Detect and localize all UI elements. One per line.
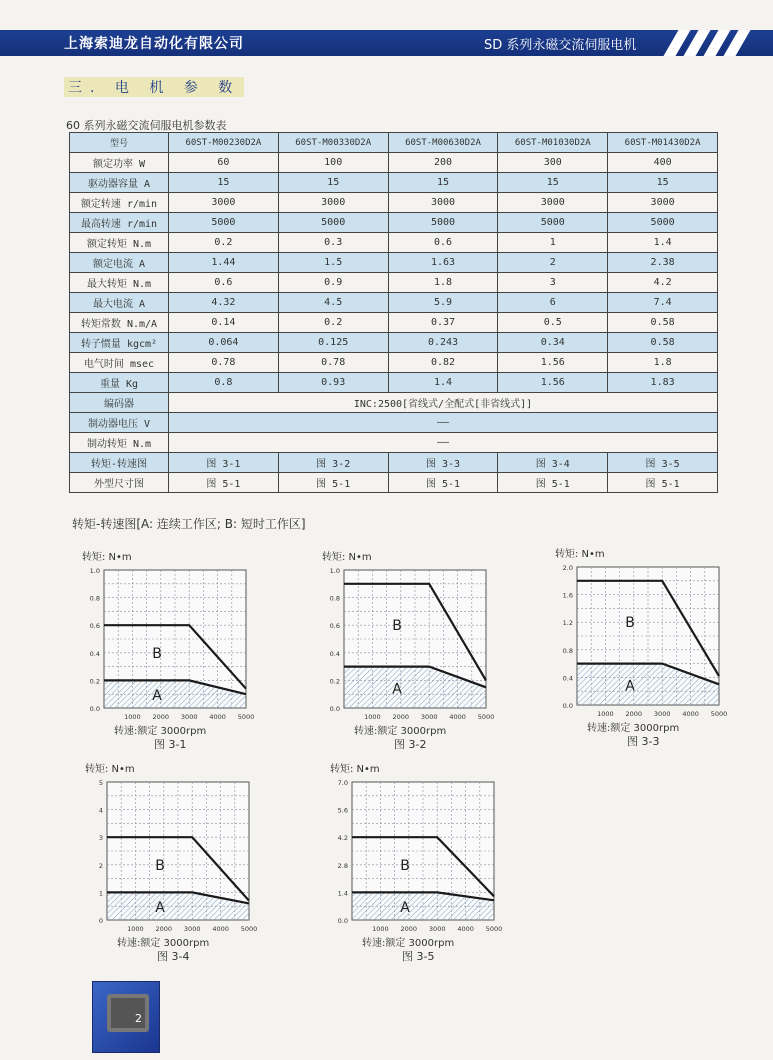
y-tick-label: 2 [98, 861, 103, 870]
brake-torque-value: —— [169, 433, 718, 453]
table-cell: 0.6 [169, 273, 279, 293]
table-row [70, 193, 718, 213]
figure-caption: 图 3-4 [157, 950, 190, 963]
torque-speed-chart [330, 760, 510, 975]
y-tick-label: 1.6 [562, 591, 573, 600]
table-cell: 1 [498, 233, 608, 253]
y-tick-label: 0.2 [329, 677, 340, 686]
table-cell: 1.4 [388, 373, 498, 393]
encoder-value: INC:2500[省线式/全配式[非省线式]] [169, 393, 718, 413]
table-cell: 图 3-5 [608, 453, 718, 473]
y-tick-label: 0.4 [329, 649, 340, 658]
table-cell: 5000 [608, 213, 718, 233]
y-tick-label: 0.8 [89, 594, 100, 603]
x-tick-label: 3000 [420, 713, 438, 721]
table-cell: 图 5-1 [608, 473, 718, 493]
y-tick-label: 1.0 [89, 567, 100, 575]
x-tick-label: 4000 [682, 710, 699, 718]
figure-caption: 图 3-5 [402, 950, 435, 963]
table-cell: 5.9 [388, 293, 498, 313]
company-name: 上海索迪龙自动化有限公司 [64, 36, 244, 52]
y-tick-label: 1 [98, 889, 103, 898]
table-cell: 5000 [278, 213, 388, 233]
figure-caption: 图 3-2 [394, 738, 427, 751]
table-row [70, 393, 718, 413]
x-tick-label: 1000 [597, 710, 614, 718]
table-cell: 3000 [278, 193, 388, 213]
header-cell: 60ST-M00330D2A [278, 133, 388, 153]
row-label: 转矩-转速图 [70, 453, 169, 473]
torque-speed-chart [85, 760, 265, 975]
y-tick-label: 3 [98, 834, 103, 843]
table-cell: 4.32 [169, 293, 279, 313]
chart-plot [330, 760, 510, 935]
y-axis-label: 转矩: N•m [330, 764, 380, 775]
y-tick-label: 0 [98, 917, 103, 925]
y-axis-label: 转矩: N•m [82, 552, 132, 563]
y-tick-label: 0.6 [89, 622, 100, 631]
table-cell: 60 [169, 153, 279, 173]
header-stripes-decoration [663, 30, 753, 56]
region-label-A: A [392, 681, 402, 698]
y-tick-label: 0.4 [562, 674, 573, 683]
y-tick-label: 0.0 [329, 705, 340, 713]
torque-speed-chart [555, 545, 735, 755]
y-tick-label: 0.8 [329, 594, 340, 603]
brake-voltage-value: —— [169, 413, 718, 433]
table-cell: 0.78 [169, 353, 279, 373]
row-label: 外型尺寸图 [70, 473, 169, 493]
y-tick-label: 0.0 [562, 702, 573, 710]
x-tick-label: 4000 [212, 925, 229, 933]
y-tick-label: 4.2 [337, 834, 348, 843]
y-tick-label: 1.2 [562, 619, 573, 628]
row-label: 额定功率 W [70, 153, 169, 173]
table-cell: 1.56 [498, 353, 608, 373]
table-cell: 0.243 [388, 333, 498, 353]
x-tick-label: 2000 [400, 925, 418, 933]
row-label: 制动器电压 V [70, 413, 169, 433]
table-cell: 1.44 [169, 253, 279, 273]
region-label-B: B [392, 618, 402, 635]
table-row [70, 273, 718, 293]
table-cell: 0.82 [388, 353, 498, 373]
x-tick-label: 4000 [457, 925, 474, 933]
y-axis-label: 转矩: N•m [555, 549, 605, 560]
page-number: 2 [135, 1012, 142, 1025]
y-tick-label: 2.8 [337, 861, 348, 870]
table-cell: 0.58 [608, 313, 718, 333]
table-cell: 图 3-1 [169, 453, 279, 473]
y-tick-label: 2.0 [562, 564, 573, 572]
x-axis-label: 转速:额定 3000rpm [587, 723, 680, 734]
row-label: 重量 Kg [70, 373, 169, 393]
y-tick-label: 0.0 [89, 705, 100, 713]
y-axis-label: 转矩: N•m [322, 552, 372, 563]
table-body [70, 153, 718, 393]
motor-image [107, 994, 149, 1032]
x-tick-label: 2000 [152, 713, 170, 721]
table-row [70, 313, 718, 333]
table-row [70, 453, 718, 473]
table-cell: 图 3-4 [498, 453, 608, 473]
table-header-row [70, 133, 718, 153]
y-tick-label: 0.0 [337, 917, 348, 925]
region-label-B: B [625, 615, 635, 632]
table-cell: 5000 [498, 213, 608, 233]
x-tick-label: 3000 [428, 925, 446, 933]
x-axis-label: 转速:额定 3000rpm [354, 726, 447, 737]
table-cell: 图 5-1 [278, 473, 388, 493]
table-cell: 4.5 [278, 293, 388, 313]
table-cell: 3000 [498, 193, 608, 213]
table-cell: 图 3-3 [388, 453, 498, 473]
torque-speed-chart [322, 548, 502, 758]
table-row [70, 353, 718, 373]
table-cell: 0.5 [498, 313, 608, 333]
row-label: 转矩常数 N.m/A [70, 313, 169, 333]
table-cell: 3000 [169, 193, 279, 213]
table-cell: 200 [388, 153, 498, 173]
header-cell: 60ST-M01030D2A [498, 133, 608, 153]
x-tick-label: 3000 [653, 710, 671, 718]
x-axis-label: 转速:额定 3000rpm [117, 938, 210, 949]
table-cell: 300 [498, 153, 608, 173]
table-cell: 3000 [608, 193, 718, 213]
y-tick-label: 4 [98, 806, 103, 815]
figure-caption: 图 3-1 [154, 738, 187, 751]
table-row [70, 413, 718, 433]
y-tick-label: 5 [98, 779, 103, 787]
y-axis-label: 转矩: N•m [85, 764, 135, 775]
row-label: 最大转矩 N.m [70, 273, 169, 293]
torque-speed-chart [82, 548, 262, 758]
table-cell: 0.37 [388, 313, 498, 333]
y-tick-label: 1.0 [329, 567, 340, 575]
header-cell: 60ST-M00230D2A [169, 133, 279, 153]
y-tick-label: 7.0 [337, 779, 348, 787]
table-cell: 0.34 [498, 333, 608, 353]
x-tick-label: 2000 [392, 713, 410, 721]
table-cell: 4.2 [608, 273, 718, 293]
x-tick-label: 3000 [180, 713, 198, 721]
figure-caption: 图 3-3 [627, 735, 660, 748]
table-cell: 5000 [388, 213, 498, 233]
table-cell: 0.78 [278, 353, 388, 373]
table-cell: 0.93 [278, 373, 388, 393]
table-cell: 0.9 [278, 273, 388, 293]
row-label: 电气时间 msec [70, 353, 169, 373]
table-cell: 400 [608, 153, 718, 173]
table-row [70, 153, 718, 173]
x-tick-label: 1000 [127, 925, 144, 933]
y-tick-label: 5.6 [337, 806, 348, 815]
table-cell: 100 [278, 153, 388, 173]
table-row [70, 253, 718, 273]
charts-title: 转矩-转速图[A: 连续工作区; B: 短时工作区] [72, 517, 306, 531]
table-cell: 0.2 [169, 233, 279, 253]
y-tick-label: 1.4 [337, 889, 348, 898]
row-label: 驱动器容量 A [70, 173, 169, 193]
x-tick-label: 5000 [485, 925, 503, 933]
table-cell: 0.14 [169, 313, 279, 333]
series-title: SD 系列永磁交流伺服电机 [484, 38, 637, 53]
y-tick-label: 0.6 [329, 622, 340, 631]
table-cell: 1.83 [608, 373, 718, 393]
table-cell: 0.6 [388, 233, 498, 253]
region-label-B: B [155, 857, 165, 874]
header-cell: 60ST-M00630D2A [388, 133, 498, 153]
chart-plot [555, 545, 735, 720]
x-tick-label: 4000 [209, 713, 226, 721]
x-tick-label: 1000 [372, 925, 389, 933]
motor-parameter-table [69, 132, 718, 493]
x-tick-label: 2000 [625, 710, 643, 718]
row-label: 额定电流 A [70, 253, 169, 273]
region-label-A: A [152, 688, 162, 705]
table-row [70, 373, 718, 393]
table-cell: 图 3-2 [278, 453, 388, 473]
table-cell: 图 5-1 [388, 473, 498, 493]
x-tick-label: 1000 [364, 713, 381, 721]
y-tick-label: 0.8 [562, 646, 573, 655]
region-label-A: A [625, 678, 635, 695]
table-cell: 2.38 [608, 253, 718, 273]
y-tick-label: 0.4 [89, 649, 100, 658]
region-label-B: B [400, 857, 410, 874]
x-tick-label: 4000 [449, 713, 466, 721]
x-axis-label: 转速:额定 3000rpm [362, 938, 455, 949]
table-cell: 15 [608, 173, 718, 193]
table-cell: 7.4 [608, 293, 718, 313]
header-cell: 60ST-M01430D2A [608, 133, 718, 153]
table-cell: 0.3 [278, 233, 388, 253]
table-cell: 3 [498, 273, 608, 293]
row-label: 额定转速 r/min [70, 193, 169, 213]
table-cell: 0.064 [169, 333, 279, 353]
row-label: 最大电流 A [70, 293, 169, 313]
table-cell: 0.2 [278, 313, 388, 333]
table-cell: 5000 [169, 213, 279, 233]
table-caption: 60 系列永磁交流伺服电机参数表 [66, 119, 227, 132]
table-cell: 1.5 [278, 253, 388, 273]
row-label: 转子惯量 kgcm² [70, 333, 169, 353]
x-tick-label: 3000 [183, 925, 201, 933]
table-cell: 3000 [388, 193, 498, 213]
row-label: 编码器 [70, 393, 169, 413]
x-tick-label: 1000 [124, 713, 141, 721]
row-label: 最高转速 r/min [70, 213, 169, 233]
row-label: 额定转矩 N.m [70, 233, 169, 253]
x-tick-label: 2000 [155, 925, 173, 933]
table-cell: 1.4 [608, 233, 718, 253]
chart-plot [82, 548, 262, 723]
y-tick-label: 0.2 [89, 677, 100, 686]
table-cell: 15 [388, 173, 498, 193]
chart-plot [322, 548, 502, 723]
table-cell: 0.58 [608, 333, 718, 353]
row-label: 制动转矩 N.m [70, 433, 169, 453]
x-tick-label: 5000 [237, 713, 255, 721]
table-cell: 0.8 [169, 373, 279, 393]
table-cell: 15 [498, 173, 608, 193]
page-header [0, 30, 773, 56]
table-row [70, 433, 718, 453]
table-row [70, 333, 718, 353]
table-cell: 2 [498, 253, 608, 273]
table-cell: 图 5-1 [498, 473, 608, 493]
motor-thumbnail [92, 981, 160, 1053]
table-row [70, 213, 718, 233]
header-cell: 型号 [70, 133, 169, 153]
x-tick-label: 5000 [477, 713, 495, 721]
x-tick-label: 5000 [710, 710, 728, 718]
region-label-A: A [155, 900, 165, 917]
x-axis-label: 转速:额定 3000rpm [114, 726, 207, 737]
table-cell: 15 [169, 173, 279, 193]
table-cell: 15 [278, 173, 388, 193]
region-label-A: A [400, 900, 410, 917]
table-cell: 1.8 [388, 273, 498, 293]
table-cell: 1.56 [498, 373, 608, 393]
table-cell: 1.8 [608, 353, 718, 373]
table-row [70, 233, 718, 253]
table-cell: 1.63 [388, 253, 498, 273]
table-row [70, 473, 718, 493]
x-tick-label: 5000 [240, 925, 258, 933]
section-title: 三. 电 机 参 数 [64, 77, 244, 97]
table-row [70, 173, 718, 193]
table-cell: 图 5-1 [169, 473, 279, 493]
table-row [70, 293, 718, 313]
chart-plot [85, 760, 265, 935]
table-cell: 6 [498, 293, 608, 313]
region-label-B: B [152, 645, 162, 662]
table-cell: 0.125 [278, 333, 388, 353]
